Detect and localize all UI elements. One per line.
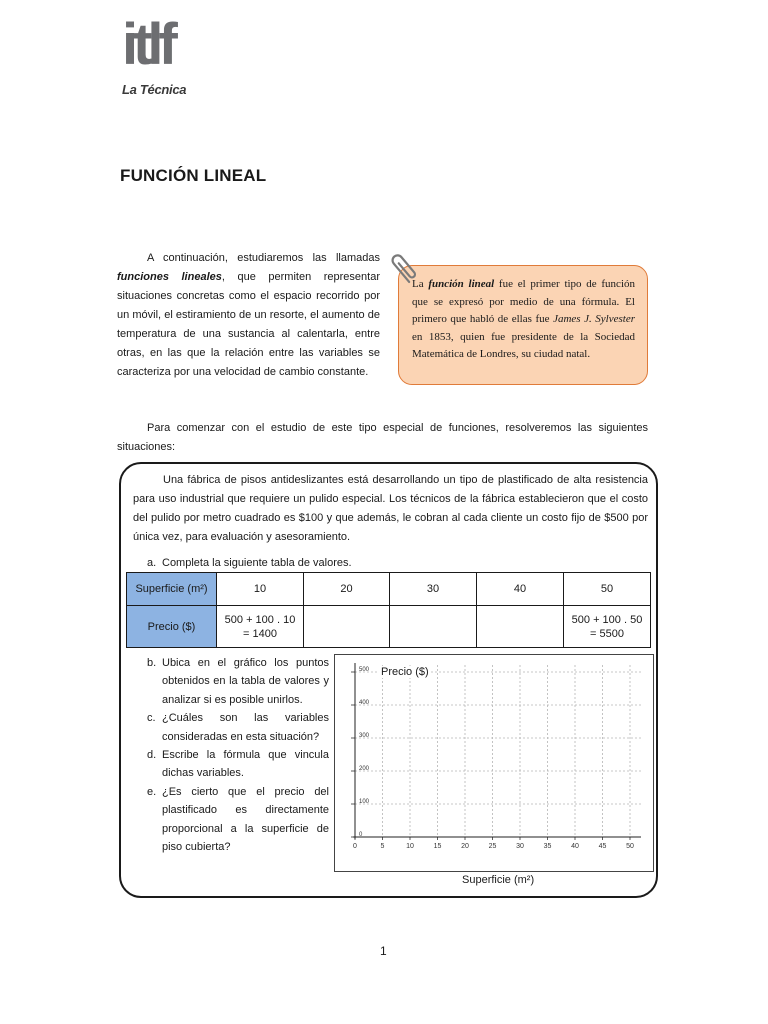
table-row-superficie: [127, 573, 651, 606]
y-tick-label: 300: [359, 733, 370, 739]
cell-line: 500 + 100 . 10: [224, 613, 296, 626]
graph-y-axis-label: Precio ($): [381, 666, 429, 678]
institution-logo: [122, 10, 202, 97]
row-header-precio: Precio ($): [127, 606, 217, 648]
graph-x-axis-label: Superficie (m²): [462, 874, 535, 886]
table-cell: 10: [217, 573, 304, 606]
cell-line: = 1400: [243, 627, 277, 640]
item-a: [147, 555, 352, 571]
table-cell: 50: [564, 573, 651, 606]
question-text: Escribe la fórmula que vincula dichas variables.: [162, 749, 329, 780]
table-row-precio: [127, 606, 651, 648]
callout-text: [412, 276, 635, 364]
values-table: [126, 572, 651, 648]
table-cell: [564, 606, 651, 648]
question-b: [147, 654, 329, 709]
y-tick-label: 400: [359, 700, 370, 706]
logo-subtitle: La Técnica: [122, 82, 187, 97]
question-marker: e.: [147, 785, 157, 798]
blank-graph-grid: [335, 655, 653, 871]
y-tick-label: 200: [359, 766, 370, 772]
logo-mark: itlf: [122, 12, 173, 77]
table-cell: [304, 606, 390, 648]
callout-part-3: en 1853, quien fue presidente de la Sociedad Matemática de Londres, su ciudad natal.: [412, 330, 635, 361]
graph-frame: [334, 654, 654, 872]
lead-in-paragraph: Para comenzar con el estudio de este tipo especial de funciones, resolveremos las siguientes situaciones:: [117, 422, 648, 453]
question-text: Ubica en el gráfico los puntos obtenidos en la tabla de valores y analizar si es posible unirlos.: [162, 657, 329, 706]
y-tick-label: 500: [359, 667, 370, 673]
question-list: [147, 654, 329, 856]
intro-text-after: , que permiten representar situaciones concretas como el espacio recorrido por un móvil, el estiramiento de un resorte, el aumento de temperatura de una sustancia al calentarla, entre otras, en las que la relación entre las variables se caracteriza por una velocidad de cambio constante.: [117, 271, 380, 378]
item-a-marker: a.: [147, 557, 157, 569]
x-tick-label: 0: [353, 843, 357, 850]
table-cell: 30: [390, 573, 477, 606]
item-a-text: Completa la siguiente tabla de valores.: [162, 557, 352, 569]
cell-line: = 5500: [590, 627, 624, 640]
problem-box: [119, 462, 658, 898]
callout-emphasis-term: función lineal: [428, 278, 495, 290]
question-marker: d.: [147, 749, 157, 762]
question-marker: b.: [147, 657, 157, 669]
x-tick-label: 30: [516, 843, 524, 850]
x-tick-label: 50: [626, 843, 634, 850]
x-tick-label: 10: [406, 843, 414, 850]
callout-emphasis-name: James J. Sylvester: [553, 313, 635, 326]
x-tick-label: 40: [571, 843, 579, 850]
table-cell: 40: [477, 573, 564, 606]
intro-text-before: A continuación, estudiaremos las llamadas: [147, 252, 380, 264]
x-tick-label: 15: [433, 843, 442, 850]
intro-paragraph: [117, 249, 380, 382]
history-callout: [398, 265, 648, 385]
y-tick-label: 100: [359, 799, 370, 805]
x-tick-label: 5: [380, 843, 385, 850]
table-cell: [217, 606, 304, 648]
y-tick-label: 0: [359, 832, 363, 838]
problem-statement: Una fábrica de pisos antideslizantes está desarrollando un tipo de plastificado de alta resistencia para uso industrial que requiere un pulido especial. Los técnicos de la fábrica establecieron que el costo del pulido por metro cuadrado es $100 y que además, le cobran al cada cliente un costo fijo de $500 por única vez, para evaluación y asesoramiento.: [133, 474, 648, 543]
x-tick-label: 25: [488, 843, 497, 850]
table-cell: [477, 606, 564, 648]
question-text: ¿Cuáles son las variables consideradas en esta situación?: [162, 712, 329, 743]
question-e: [147, 783, 329, 857]
paperclip-icon: [384, 248, 424, 288]
question-d: [147, 746, 329, 783]
question-marker: c.: [147, 712, 156, 725]
x-tick-label: 35: [543, 843, 552, 850]
row-header-superficie: Superficie (m²): [127, 573, 217, 606]
callout-part-1: La: [412, 278, 429, 290]
cell-line: 500 + 100 . 50: [571, 613, 643, 626]
table-cell: 20: [304, 573, 390, 606]
page-number: 1: [380, 944, 387, 958]
x-tick-label: 20: [461, 843, 469, 850]
x-tick-label: 45: [598, 843, 607, 850]
question-c: [147, 709, 329, 746]
intro-emphasis: funciones lineales: [117, 271, 222, 283]
table-cell: [390, 606, 477, 648]
question-text: ¿Es cierto que el precio del plastificado es directamente proporcional a la superficie de piso cubierta?: [162, 785, 329, 854]
callout-part-2: fue el primer tipo de función que se expresó por medio de una fórmula. El primero que habló de ellas fue: [412, 278, 635, 326]
page-title: FUNCIÓN LINEAL: [120, 166, 267, 185]
